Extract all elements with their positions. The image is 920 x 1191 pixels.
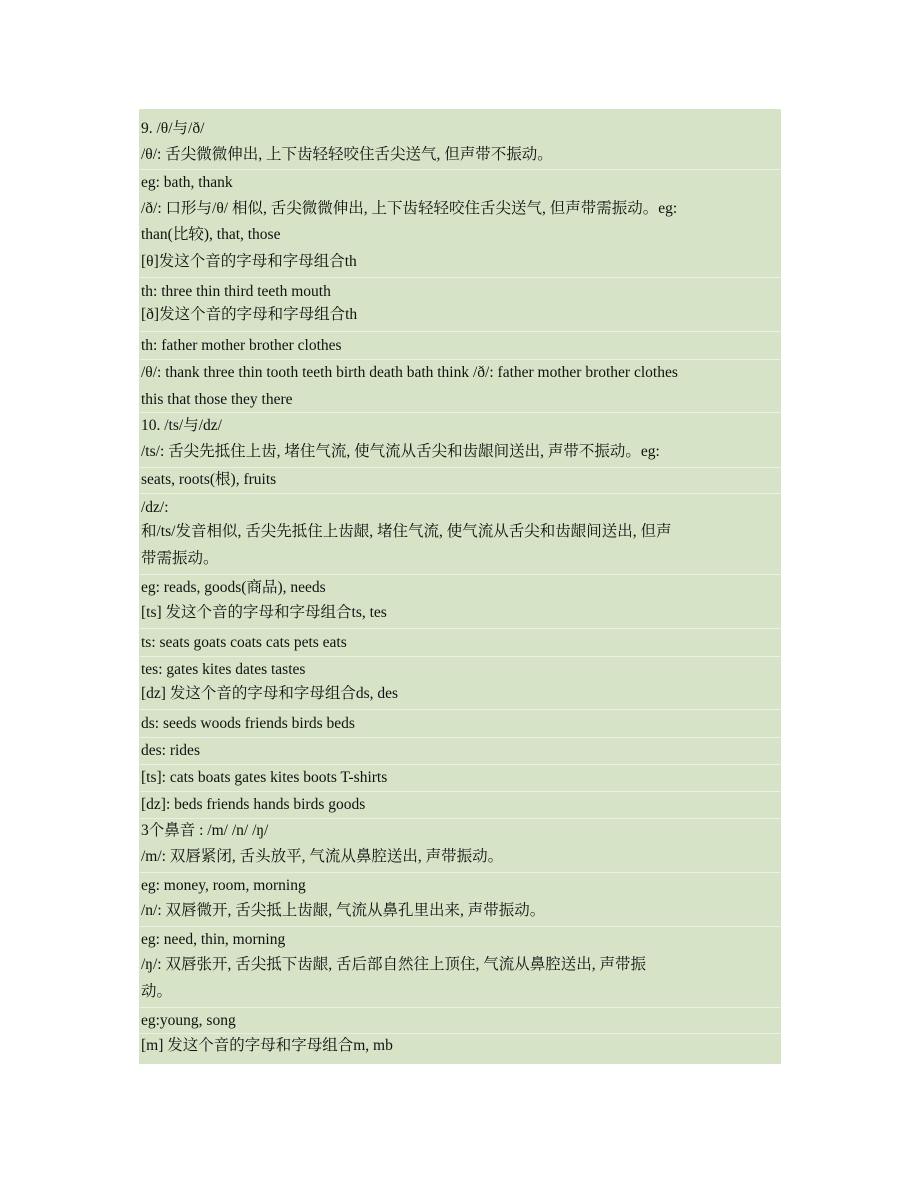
phonetics-notes-block (139, 109, 781, 1064)
row-divider (139, 926, 781, 927)
example-line: eg: need, thin, morning (141, 931, 286, 948)
row-divider (139, 169, 781, 170)
example-line: seats, roots(根), fruits (141, 471, 277, 488)
row-divider (139, 1033, 781, 1034)
example-line: than(比较), that, those (141, 226, 281, 243)
desc-eth: /ð/: 口形与/θ/ 相似, 舌尖微微伸出, 上下齿轻轻咬住舌尖送气, 但声带需振动。eg: (141, 200, 678, 217)
word-list-line: ds: seeds woods friends birds beds (141, 715, 355, 732)
letter-combo-line: [ð]发这个音的字母和字母组合th (141, 306, 358, 323)
row-divider (139, 709, 781, 710)
desc-dz: 和/ts/发音相似, 舌尖先抵住上齿龈, 堵住气流, 使气流从舌尖和齿龈间送出, 但声 (141, 523, 672, 540)
word-list-line: th: three thin third teeth mouth (141, 283, 331, 300)
desc-theta: /θ/: 舌尖微微伸出, 上下齿轻轻咬住舌尖送气, 但声带不振动。 (141, 146, 553, 163)
row-divider (139, 1007, 781, 1008)
example-line: eg: money, room, morning (141, 877, 306, 894)
row-divider (139, 628, 781, 629)
row-divider (139, 574, 781, 575)
letter-combo-line: [θ]发这个音的字母和字母组合th (141, 253, 357, 270)
word-list-line: th: father mother brother clothes (141, 337, 342, 354)
label-dz: /dz/: (141, 499, 169, 516)
word-list-line: tes: gates kites dates tastes (141, 661, 306, 678)
word-list-line: [dz]: beds friends hands birds goods (141, 796, 366, 813)
desc-ng-cont: 动。 (141, 983, 173, 1000)
row-divider (139, 818, 781, 819)
heading-ts-dz: 10. /ts/与/dz/ (141, 417, 222, 434)
word-list-line: [ts]: cats boats gates kites boots T-shirts (141, 769, 388, 786)
desc-dz-cont: 带需振动。 (141, 550, 219, 567)
row-divider (139, 656, 781, 657)
row-divider (139, 791, 781, 792)
example-line: eg: reads, goods(商品), needs (141, 579, 326, 596)
row-divider (139, 764, 781, 765)
desc-n: /n/: 双唇微开, 舌尖抵上齿龈, 气流从鼻孔里出来, 声带振动。 (141, 902, 546, 919)
row-divider (139, 872, 781, 873)
row-divider (139, 737, 781, 738)
word-list-line: this that those they there (141, 391, 293, 408)
word-list-line: /θ/: thank three thin tooth teeth birth death bath think /ð/: father mother brother clothes (141, 364, 678, 381)
row-divider (139, 412, 781, 413)
word-list-line: ts: seats goats coats cats pets eats (141, 634, 347, 651)
word-list-line: des: rides (141, 742, 200, 759)
letter-combo-line: [m] 发这个音的字母和字母组合m, mb (141, 1037, 393, 1054)
letter-combo-line: [dz] 发这个音的字母和字母组合ds, des (141, 685, 399, 702)
row-divider (139, 331, 781, 332)
row-divider (139, 277, 781, 278)
row-divider (139, 467, 781, 468)
heading-th-dh: 9. /θ/与/ð/ (141, 120, 205, 137)
desc-ng: /ŋ/: 双唇张开, 舌尖抵下齿龈, 舌后部自然往上顶住, 气流从鼻腔送出, 声带振 (141, 956, 646, 973)
letter-combo-line: [ts] 发这个音的字母和字母组合ts, tes (141, 604, 387, 621)
desc-m: /m/: 双唇紧闭, 舌头放平, 气流从鼻腔送出, 声带振动。 (141, 848, 504, 865)
desc-ts: /ts/: 舌尖先抵住上齿, 堵住气流, 使气流从舌尖和齿龈间送出, 声带不振动。eg: (141, 443, 660, 460)
heading-nasals: 3个鼻音 : /m/ /n/ /ŋ/ (141, 822, 269, 839)
example-line: eg:young, song (141, 1012, 236, 1029)
row-divider (139, 493, 781, 494)
row-divider (139, 359, 781, 360)
example-line: eg: bath, thank (141, 174, 233, 191)
